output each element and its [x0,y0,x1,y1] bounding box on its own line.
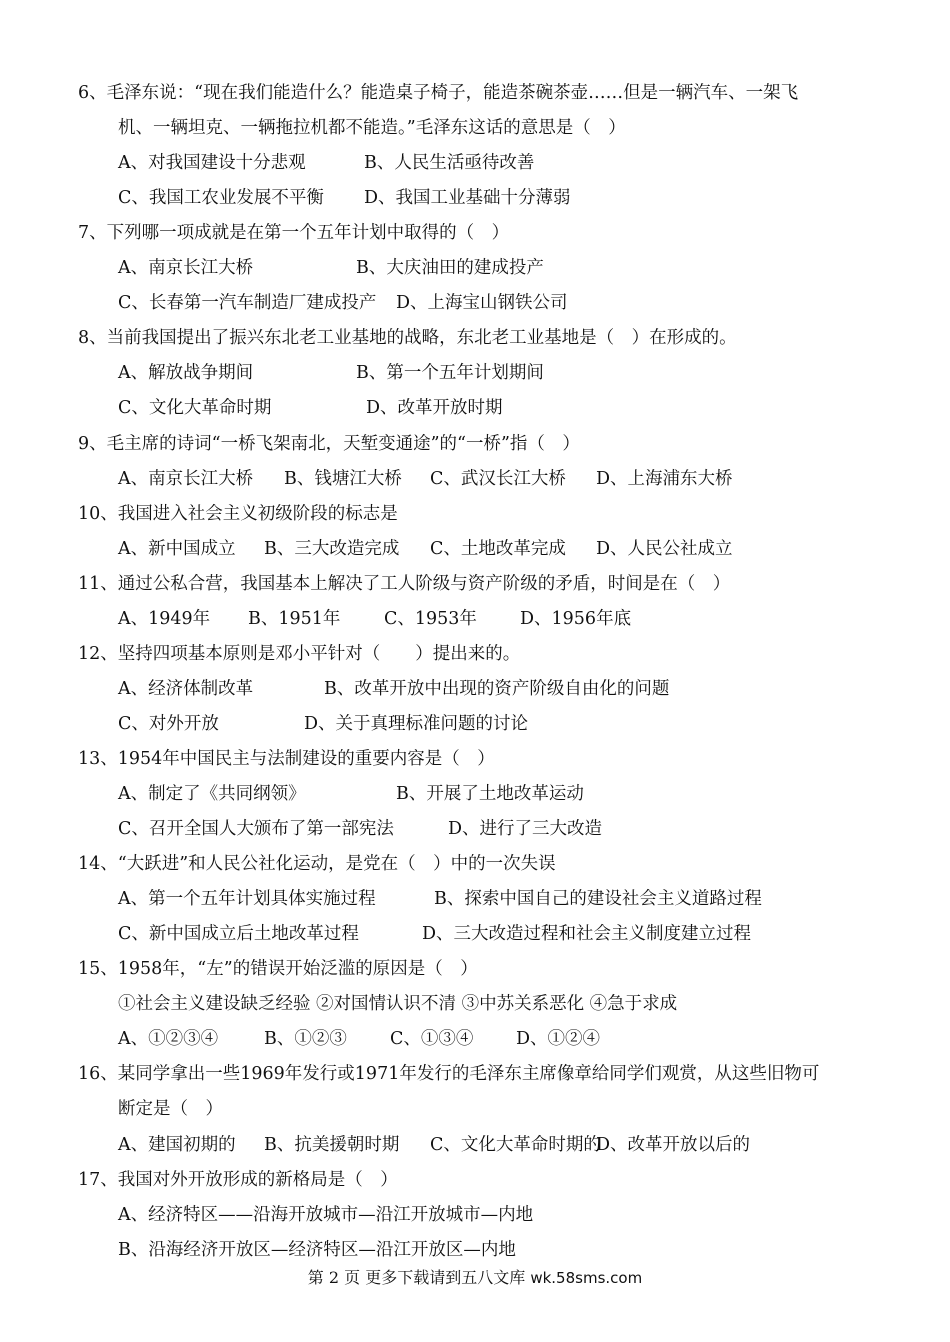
question-stem-continued: 机、一辆坦克、一辆拖拉机都不能造。”毛泽东这话的意思是（ ） [118,118,626,139]
question-stem: 16、某同学拿出一些1969年发行或1971年发行的毛泽东主席像章给同学们观赏，从这些旧物可 [78,1064,820,1085]
question-stem: 7、下列哪一项成就是在第一个五年计划中取得的（ ） [78,223,510,244]
question-stem: 17、我国对外开放形成的新格局是（ ） [78,1169,398,1190]
answer-option[interactable]: D、1956年底 [520,608,632,629]
question-stem-continued: ①社会主义建设缺乏经验 ②对国情认识不清 ③中苏关系恶化 ④急于求成 [118,994,678,1015]
answer-option[interactable]: A、第一个五年计划具体实施过程 [118,889,376,910]
answer-option[interactable]: D、改革开放以后的 [596,1134,751,1155]
answer-option[interactable]: D、改革开放时期 [366,398,503,419]
question-stem: 14、“大跃进”和人民公社化运动，是党在（ ）中的一次失误 [78,854,556,875]
answer-option[interactable]: B、开展了土地改革运动 [396,784,584,804]
answer-option[interactable]: D、进行了三大改造 [448,819,603,840]
answer-option[interactable]: C、1953年 [384,608,477,629]
question-stem: 12、坚持四项基本原则是邓小平针对（ ）提出来的。 [78,643,521,664]
answer-option[interactable]: A、经济特区——沿海开放城市—沿江开放城市—内地 [118,1204,534,1225]
question-stem: 6、毛泽东说：“现在我们能造什么？能造桌子椅子，能造茶碗茶壶……但是一辆汽车、一架飞 [78,83,799,103]
answer-option[interactable]: A、新中国成立 [118,538,236,559]
footer-page-text: 第 2 页 更多下载请到五八文库 [307,1268,531,1287]
answer-option[interactable]: A、①②③④ [118,1029,219,1050]
answer-option[interactable]: B、改革开放中出现的资产阶级自由化的问题 [324,678,670,699]
question-stem: 8、当前我国提出了振兴东北老工业基地的战略，东北老工业基地是（ ）在形成的。 [78,328,737,349]
answer-option[interactable]: C、长春第一汽车制造厂建成投产 [118,293,377,314]
answer-option[interactable]: B、抗美援朝时期 [264,1134,400,1155]
answer-option[interactable]: D、上海宝山钢铁公司 [396,293,568,314]
answer-option[interactable]: C、我国工农业发展不平衡 [118,188,324,209]
question-stem: 13、1954年中国民主与法制建设的重要内容是（ ） [78,748,495,769]
answer-option[interactable]: A、制定了《共同纲领》 [118,784,306,804]
answer-option[interactable]: B、沿海经济开放区—经济特区—沿江开放区—内地 [118,1239,516,1260]
answer-option[interactable]: B、三大改造完成 [264,538,400,559]
answer-option[interactable]: B、①②③ [264,1029,347,1050]
footer-site-link[interactable]: wk.58sms.com [530,1269,643,1287]
answer-option[interactable]: B、探索中国自己的建设社会主义道路过程 [434,889,762,910]
answer-option[interactable]: B、第一个五年计划期间 [356,363,544,384]
answer-option[interactable]: B、1951年 [248,608,341,629]
answer-option[interactable]: A、南京长江大桥 [118,468,254,489]
answer-option[interactable]: D、人民公社成立 [596,538,733,559]
answer-option[interactable]: A、建国初期的 [118,1134,236,1155]
answer-option[interactable]: C、武汉长江大桥 [430,468,566,489]
answer-option[interactable]: A、南京长江大桥 [118,258,254,279]
answer-option[interactable]: A、对我国建设十分悲观 [118,153,306,174]
answer-option[interactable]: B、大庆油田的建成投产 [356,258,544,279]
answer-option[interactable]: D、我国工业基础十分薄弱 [364,188,571,209]
page-footer [0,1266,950,1290]
answer-option[interactable]: A、解放战争期间 [118,363,254,384]
question-stem: 9、毛主席的诗词“一桥飞架南北，天堑变通途”的“一桥”指（ ） [78,433,580,454]
answer-option[interactable]: C、文化大革命时期的 [430,1134,601,1155]
answer-option[interactable]: C、对外开放 [118,713,219,734]
answer-option[interactable]: C、新中国成立后土地改革过程 [118,924,359,945]
answer-option[interactable]: A、1949年 [118,608,211,629]
answer-option[interactable]: D、三大改造过程和社会主义制度建立过程 [422,924,752,945]
question-stem: 11、通过公私合营，我国基本上解决了工人阶级与资产阶级的矛盾，时间是在（ ） [78,573,731,594]
answer-option[interactable]: B、人民生活亟待改善 [364,153,535,174]
answer-option[interactable]: A、经济体制改革 [118,678,254,699]
answer-option[interactable]: D、上海浦东大桥 [596,468,733,489]
answer-option[interactable]: C、①③④ [390,1029,474,1050]
answer-option[interactable]: B、钱塘江大桥 [284,468,402,489]
question-stem-continued: 断定是（ ） [118,1099,223,1120]
answer-option[interactable]: C、召开全国人大颁布了第一部宪法 [118,819,394,840]
answer-option[interactable]: D、关于真理标准问题的讨论 [304,713,529,734]
answer-option[interactable]: C、文化大革命时期 [118,398,272,419]
answer-option[interactable]: C、土地改革完成 [430,538,566,559]
question-stem: 15、1958年，“左”的错误开始泛滥的原因是（ ） [78,959,478,980]
answer-option[interactable]: D、①②④ [516,1029,601,1050]
question-stem: 10、我国进入社会主义初级阶段的标志是 [78,503,398,524]
